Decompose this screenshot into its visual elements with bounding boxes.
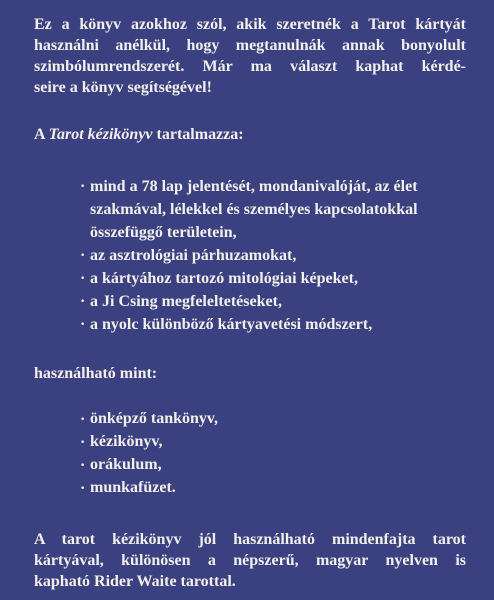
book-title: Tarot kézikönyv <box>48 126 153 143</box>
list-item-text: kézikönyv, <box>90 433 163 450</box>
list-item <box>80 267 470 290</box>
list-item-text: összefüggő területein, <box>90 224 237 241</box>
list-item-text: az asztrológiai párhuzamokat, <box>90 247 297 264</box>
intro-line: szimbólumrendszerét. Már ma választ kaphat kérdé- <box>34 58 466 75</box>
list-item-text: orákulum, <box>90 456 162 473</box>
list-item <box>80 407 470 430</box>
list-item-text: munkafüzet. <box>90 479 176 496</box>
list-item <box>80 313 470 336</box>
bullet-icon: · <box>80 480 86 497</box>
intro-line: használni anélkül, hogy megtanulnák annak bonyolult <box>34 37 466 54</box>
bullet-icon: · <box>80 411 86 428</box>
intro-line: seire a könyv segítségével! <box>34 79 212 96</box>
contents-heading-suffix: tartalmazza: <box>152 126 244 143</box>
usable-heading: használható mint: <box>34 365 158 382</box>
list-item-text: a kártyához tartozó mitológiai képeket, <box>90 270 358 287</box>
bullet-icon: · <box>80 293 86 310</box>
contents-heading <box>34 124 244 145</box>
contents-list <box>80 175 470 336</box>
bullet-icon: · <box>80 316 86 333</box>
list-item <box>80 244 470 267</box>
list-item-text: a Ji Csing megfeleltetéseket, <box>90 293 282 310</box>
list-item-text: szakmával, lélekkel és személyes kapcsolatokkal <box>90 201 418 218</box>
list-item <box>80 476 470 499</box>
closing-line: kártyával, különösen a népszerű, magyar nyelven is <box>34 552 466 569</box>
bullet-icon: · <box>80 178 86 195</box>
closing-paragraph <box>34 529 466 592</box>
list-item <box>80 175 470 244</box>
closing-line: A tarot kézikönyv jól használható mindenfajta tarot <box>34 531 466 548</box>
usable-list <box>80 407 470 499</box>
closing-line: kapható Rider Waite tarottal. <box>34 573 236 590</box>
contents-heading-prefix: A <box>34 126 49 143</box>
bullet-icon: · <box>80 270 86 287</box>
list-item <box>80 430 470 453</box>
list-item-text: mind a 78 lap jelentését, mondanivalóját, az élet <box>90 178 418 195</box>
list-item <box>80 453 470 476</box>
list-item-text: önképző tankönyv, <box>90 410 219 427</box>
list-item-text: a nyolc különböző kártyavetési módszert, <box>90 316 373 333</box>
bullet-icon: · <box>80 434 86 451</box>
intro-paragraph <box>34 14 466 98</box>
bullet-icon: · <box>80 247 86 264</box>
list-item <box>80 290 470 313</box>
intro-line: Ez a könyv azokhoz szól, akik szeretnék a Tarot kártyát <box>34 16 466 33</box>
bullet-icon: · <box>80 457 86 474</box>
